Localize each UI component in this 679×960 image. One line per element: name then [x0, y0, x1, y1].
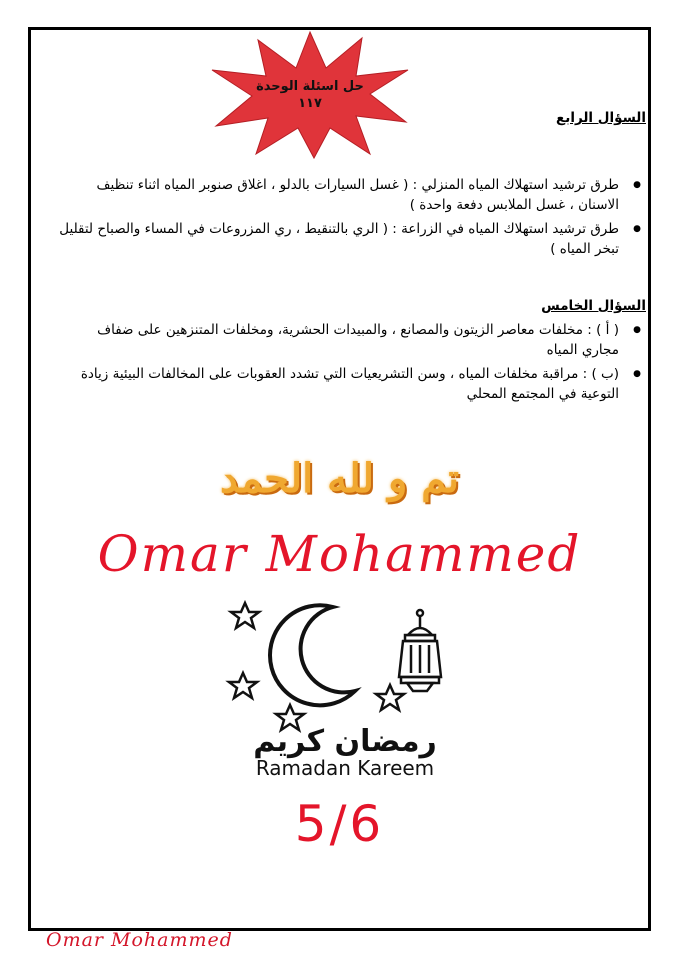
list-item: ● (ب ) : مراقبة مخلفات المياه ، وسن التشريعيات التي تشدد العقوبات على المخالفات البيئية زيادة التوعية في المجتمع المحلي: [58, 364, 643, 404]
badge-line-1: حل اسئلة الوحدة: [256, 79, 364, 94]
ramadan-latin: Ramadan Kareem: [255, 756, 435, 780]
question-4-answers: [58, 175, 643, 263]
closing-phrase: تم و لله الحمد: [220, 455, 459, 502]
ramadan-kareem-illustration: [215, 595, 475, 785]
question-5-heading: السؤال الخامس: [541, 298, 646, 314]
badge-title: [210, 78, 410, 112]
page-number: 5/6: [294, 795, 385, 853]
question-4-heading: السؤال الرابع: [556, 110, 646, 126]
ramadan-arabic: رمضان كريم: [253, 724, 437, 759]
crescent-lantern-icon: [215, 595, 475, 785]
list-item: ● طرق ترشيد استهلاك المياه المنزلي : ( غسل السيارات بالدلو ، اغلاق صنوبر المياه اثناء تنظيف الاسنان ، غسل الملابس دفعة واحدة ): [58, 175, 643, 215]
footer-signature: Omar Mohammed: [46, 929, 233, 951]
question-5-answers: [58, 320, 643, 408]
badge-line-2: ١١٧: [298, 96, 322, 111]
list-item: ● ( أ ) : مخلفات معاصر الزيتون والمصانع ، والمبيدات الحشرية، ومخلفات المتنزهين على ضفاف مجاري المياه: [58, 320, 643, 360]
author-signature: Omar Mohammed: [97, 525, 582, 583]
list-item: ● طرق ترشيد استهلاك المياه في الزراعة : ( الري بالتنقيط ، ري المزروعات في المساء والصباح لتقليل تبخر المياه ): [58, 219, 643, 259]
